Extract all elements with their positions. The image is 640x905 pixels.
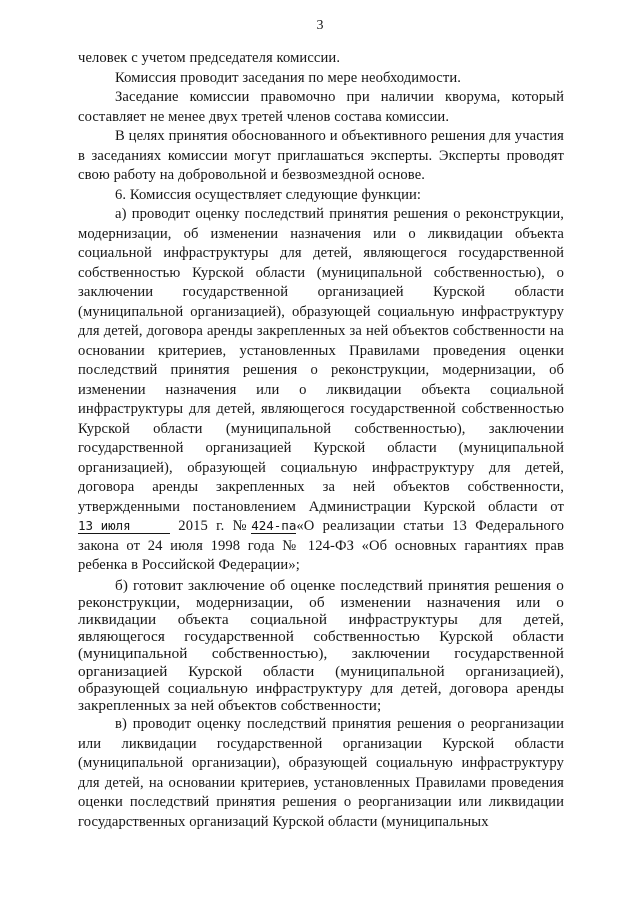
section-6-heading: 6. Комиссия осуществляет следующие функции: — [115, 186, 422, 203]
function-a-text: а) проводит оценку последствий принятия решения о реконструкции, модернизации, об изменении назначения или о ликвидации объекта социальной инфраструктуры для детей, являющегося государственной собственностью Курской области (муниципальной собственностью), о заключении государственной организацией Курской области (муниципальной организацией), образующей социальную инфраструктуру для детей, договора аренды закрепленных за ней объектов собственности на основании критериев, установленных Правилами проведения оценки последствий принятия решения о реконструкции, модернизации, об изменении назначения или о ликвидации объекта социальной инфраструктуры для детей, являющегося государственной собственностью Курской области (муниципальной собственностью), заключении государственной организацией Курской области (муниципальной организацией), образующей социальную инфраструктуру для детей, договора аренды закрепленных за ней объектов собственности, утвержденными постановлением Администрации Курской области от — [78, 206, 564, 515]
decree-number: 424-па — [251, 518, 297, 533]
paragraph-function-v: в) проводит оценку последствий принятия решения о реорганизации или ликвидации государственной организации Курской области (муниципальной организации), образующей социальную инфраструктуру для детей, на основании критериев, установленных Правилами проведения оценки последствий принятия решения о реорганизации или ликвидации государственных организаций Курской области (муниципальных — [78, 716, 564, 830]
paragraph-experts: В целях принятия обоснованного и объективного решения для участия в заседаниях комиссии могут приглашаться эксперты. Эксперты проводят свою работу на добровольной и безвозмездной основе. — [78, 128, 564, 183]
paragraph-function-a — [78, 205, 564, 576]
paragraph-quorum: Заседание комиссии правомочно при наличии кворума, который составляет не менее двух третей членов состава комиссии. — [78, 89, 564, 125]
paragraph-continuation: человек с учетом председателя комиссии. — [78, 50, 341, 66]
decree-title: «О реализации статьи 13 Федерального закона от 24 июля 1998 года № 124-ФЗ «Об основных гарантиях прав ребенка в Российской Федерации»; — [78, 518, 565, 573]
decree-date-field — [78, 519, 170, 534]
decree-date: 13 июля — [78, 518, 131, 533]
decree-number-field — [251, 519, 296, 534]
paragraph-function-b: б) готовит заключение об оценке последствий принятия решения о реконструкции, модернизации, об изменении назначения или о ликвидации объекта социальной инфраструктуры для детей, являющегося государственной собственностью Курской области (муниципальной собственностью), заключении государственной организацией Курской области (муниципальной организацией), образующей социальную инфраструктуру для детей, договора аренды закрепленных за ней объектов собственности; — [78, 576, 564, 714]
paragraph-meetings: Комиссия проводит заседания по мере необходимости. — [115, 69, 461, 86]
page-number: 3 — [316, 18, 324, 33]
document-body — [78, 49, 564, 832]
decree-year: 2015 г. № — [178, 518, 252, 534]
